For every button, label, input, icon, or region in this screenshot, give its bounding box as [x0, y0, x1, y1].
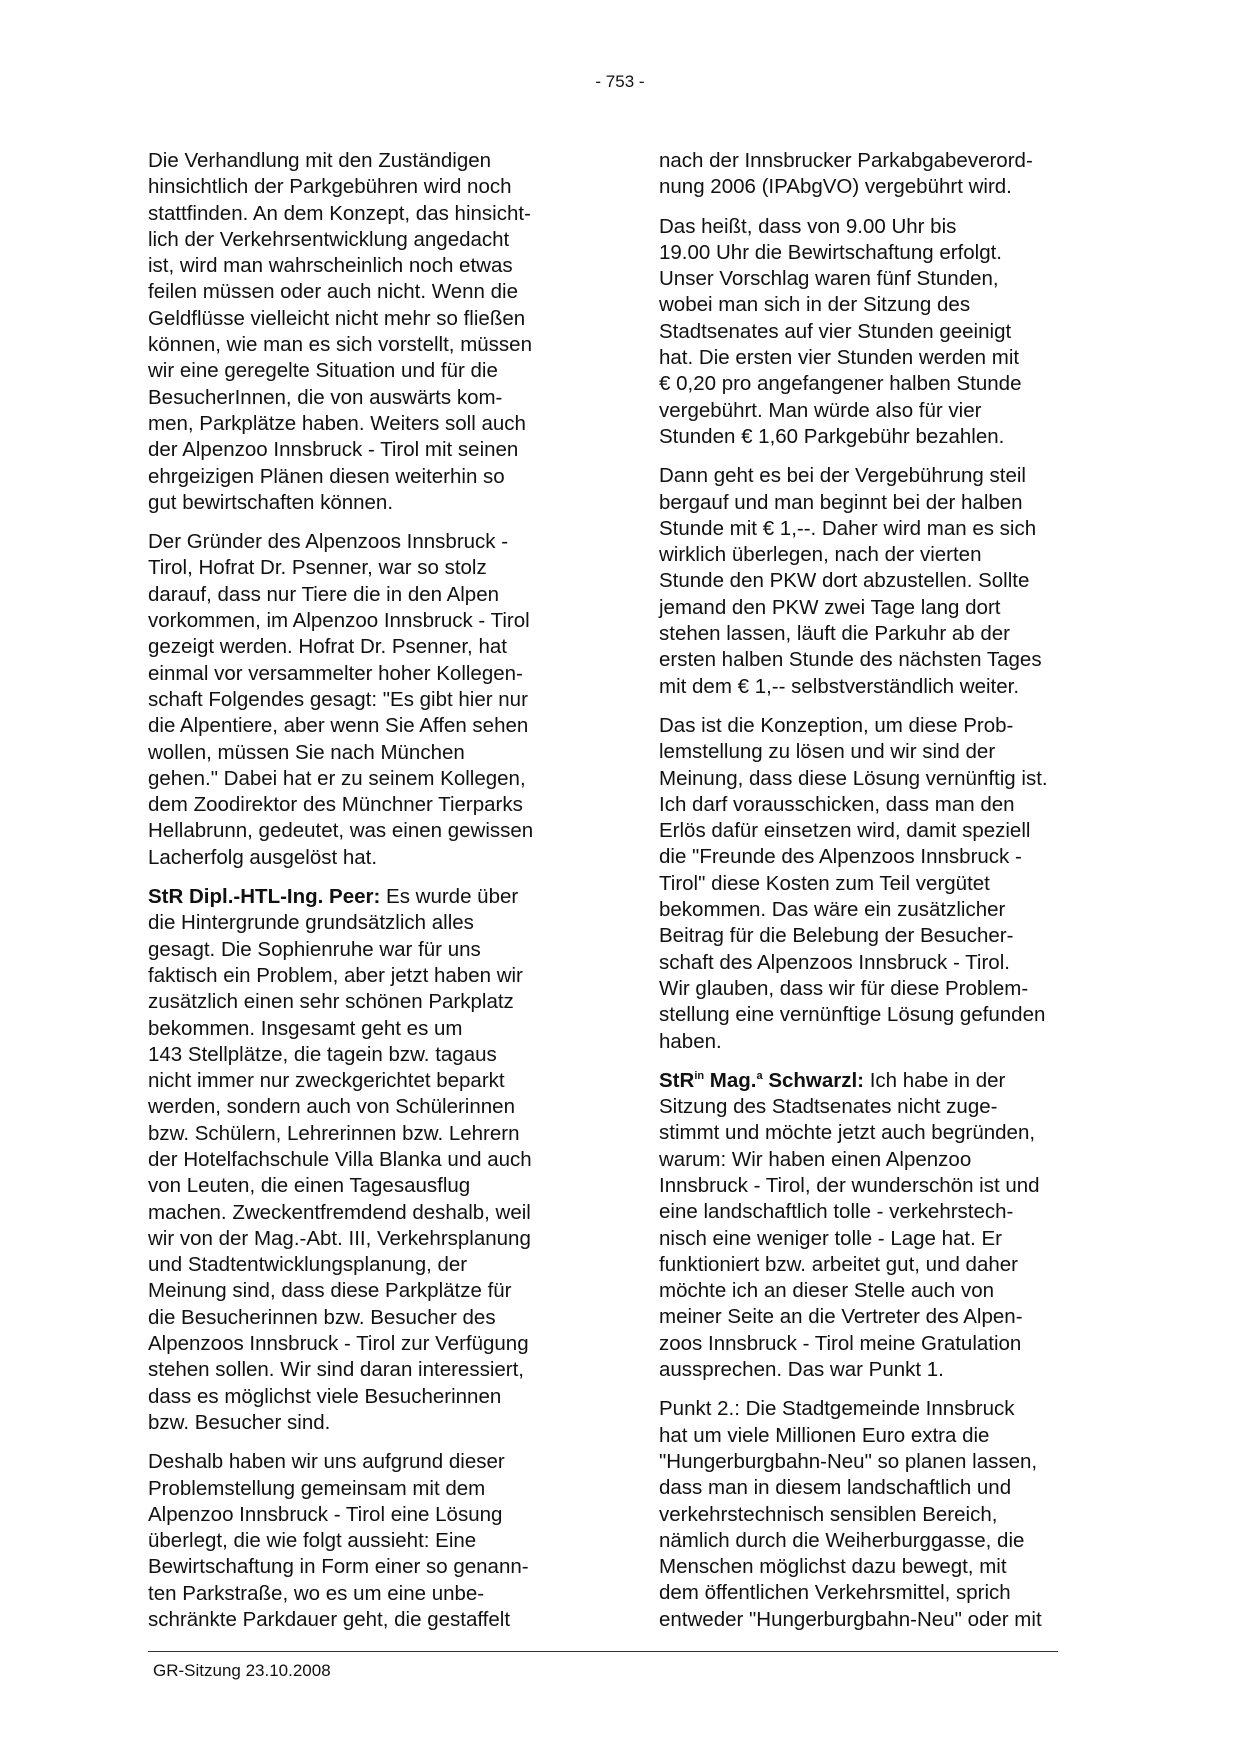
line: zusätzlich einen sehr schönen Parkplatz	[148, 990, 514, 1014]
line: vorkommen, im Alpenzoo Innsbruck - Tirol	[148, 609, 530, 633]
line: gesagt. Die Sophienruhe war für uns	[148, 937, 481, 961]
line: überlegt, die wie folgt aussieht: Eine	[148, 1529, 477, 1553]
paragraph	[659, 214, 1105, 451]
line: Lacherfolg ausgelöst hat.	[148, 845, 378, 869]
line: nung 2006 (IPAbgVO) vergebührt wird.	[659, 175, 1012, 199]
line: ten Parkstraße, wo es um eine unbe-	[148, 1581, 485, 1605]
line: nämlich durch die Weiherburggasse, die	[659, 1528, 1025, 1552]
line: Stunde mit € 1,--. Daher wird man es sich	[659, 516, 1037, 540]
line: möchte ich an dieser Stelle auch von	[659, 1279, 995, 1303]
line: Tirol, Hofrat Dr. Psenner, war so stolz	[148, 556, 487, 580]
line: entweder "Hungerburgbahn-Neu" oder mit	[659, 1607, 1042, 1631]
speaker-name: StR Dipl.-HTL-Ing. Peer:	[148, 885, 381, 909]
line: Das ist die Konzeption, um diese Prob-	[659, 713, 1014, 737]
line: Die Verhandlung mit den Zuständigen	[148, 149, 492, 172]
line: darauf, dass nur Tiere die in den Alpen	[148, 582, 500, 606]
paragraph	[659, 1396, 1105, 1633]
line: hat um viele Millionen Euro extra die	[659, 1423, 990, 1447]
line: 19.00 Uhr die Bewirtschaftung erfolgt.	[659, 240, 1002, 264]
line: stimmt und möchte jetzt auch begründen,	[659, 1121, 1036, 1145]
line: Stunde den PKW dort abzustellen. Sollte	[659, 569, 1030, 593]
line: € 0,20 pro angefangener halben Stunde	[659, 372, 1022, 396]
line: jemand den PKW zwei Tage lang dort	[659, 595, 1001, 619]
line: aussprechen. Das war Punkt 1.	[659, 1358, 944, 1382]
left-column	[148, 148, 588, 1646]
line: hinsichtlich der Parkgebühren wird noch	[148, 175, 512, 199]
line: Beitrag für die Belebung der Besucher-	[659, 924, 1014, 948]
line: Menschen möglichst dazu bewegt, mit	[659, 1555, 1007, 1579]
line: Ich darf vorausschicken, dass man den	[659, 792, 1015, 816]
line: BesucherInnen, die von auswärts kom-	[148, 385, 503, 409]
paragraph	[148, 1449, 588, 1633]
line: schaft Folgendes gesagt: "Es gibt hier nur	[148, 687, 528, 711]
line: Meinung, dass diese Lösung vernünftig ist.	[659, 766, 1048, 790]
footer-divider	[148, 1651, 1058, 1652]
line: Innsbruck - Tirol, der wunderschön ist und	[659, 1173, 1040, 1197]
speaker-name: StR$^{in}$ Mag.$^a$ Schwarzl:	[659, 1068, 865, 1092]
line: 143 Stellplätze, die tagein bzw. tagaus	[148, 1042, 497, 1066]
line: Dann geht es bei der Vergebührung steil	[659, 464, 1026, 488]
line: warum: Wir haben einen Alpenzoo	[659, 1147, 972, 1171]
line: Deshalb haben wir uns aufgrund dieser	[148, 1450, 505, 1474]
line: gehen." Dabei hat er zu seinem Kollegen,	[148, 766, 526, 790]
line: gut bewirtschaften können.	[148, 490, 394, 514]
line: bergauf und man beginnt bei der halben	[659, 490, 1023, 514]
line: die Besucherinnen bzw. Besucher des	[148, 1305, 496, 1329]
line: wollen, müssen Sie nach München	[148, 740, 465, 764]
line: Alpenzoo Innsbruck - Tirol eine Lösung	[148, 1502, 503, 1526]
line: hat. Die ersten vier Stunden werden mit	[659, 346, 1020, 370]
line: einmal vor versammelter hoher Kollegen-	[148, 661, 523, 685]
line: Alpenzoos Innsbruck - Tirol zur Verfügung	[148, 1332, 529, 1356]
line: stattfinden. An dem Konzept, das hinsicht-	[148, 201, 531, 225]
line: Der Gründer des Alpenzoos Innsbruck -	[148, 530, 509, 554]
line: und Stadtentwicklungsplanung, der	[148, 1253, 468, 1277]
line: stellung eine vernünftige Lösung gefunden	[659, 1003, 1046, 1027]
line: vergebührt. Man würde also für vier	[659, 398, 982, 422]
line: Unser Vorschlag waren fünf Stunden,	[659, 267, 999, 291]
line: Meinung sind, dass diese Parkplätze für	[148, 1279, 512, 1303]
line: feilen müssen oder auch nicht. Wenn die	[148, 280, 518, 304]
line: wobei man sich in der Sitzung des	[659, 293, 971, 317]
right-column	[659, 148, 1105, 1646]
line: der Hotelfachschule Villa Blanka und auch	[148, 1147, 532, 1171]
line: Erlös dafür einsetzen wird, damit speziell	[659, 819, 1031, 843]
line: Hellabrunn, gedeutet, was einen gewissen	[148, 819, 534, 843]
page-number: - 753 -	[595, 72, 645, 91]
line: schränkte Parkdauer geht, die gestaffelt	[148, 1608, 511, 1632]
line: bekommen. Insgesamt geht es um	[148, 1016, 463, 1040]
line: Stunden € 1,60 Parkgebühr bezahlen.	[659, 424, 1005, 448]
line: gezeigt werden. Hofrat Dr. Psenner, hat	[148, 635, 507, 659]
line: der Alpenzoo Innsbruck - Tirol mit seinen	[148, 438, 519, 462]
line: die "Freunde des Alpenzoos Innsbruck -	[659, 845, 1022, 869]
line: mit dem € 1,-- selbstverständlich weiter.	[659, 674, 1020, 698]
line: lemstellung zu lösen und wir sind der	[659, 740, 996, 764]
line: ersten halben Stunde des nächsten Tages	[659, 648, 1042, 672]
line: von Leuten, die einen Tagesausflug	[148, 1174, 471, 1198]
line: Wir glauben, dass wir für diese Problem-	[659, 976, 1029, 1000]
line: dass es möglichst viele Besucherinnen	[148, 1384, 502, 1408]
line: "Hungerburgbahn-Neu" so planen lassen,	[659, 1449, 1038, 1473]
paragraph	[659, 148, 1105, 201]
line: Punkt 2.: Die Stadtgemeinde Innsbruck	[659, 1397, 1015, 1421]
line: Sitzung des Stadtsenates nicht zuge-	[659, 1095, 998, 1119]
line	[659, 1068, 1105, 1094]
line: faktisch ein Problem, aber jetzt haben wir	[148, 963, 523, 987]
paragraph	[148, 529, 588, 871]
line: können, wie man es sich vorstellt, müssen	[148, 333, 532, 357]
paragraph	[148, 148, 588, 516]
line: nicht immer nur zweckgerichtet beparkt	[148, 1069, 505, 1093]
paragraph	[659, 463, 1105, 700]
line: meiner Seite an die Vertreter des Alpen-	[659, 1305, 1023, 1329]
line: Geldflüsse vielleicht nicht mehr so fließen	[148, 306, 526, 330]
line: lich der Verkehrsentwicklung angedacht	[148, 227, 510, 251]
line-text: Es wurde über	[380, 885, 519, 909]
line: wirklich überlegen, nach der vierten	[659, 543, 982, 567]
line: wir eine geregelte Situation und für die	[148, 359, 498, 383]
paragraph	[659, 713, 1105, 1055]
line-text: Ich habe in der	[864, 1068, 1006, 1092]
line: ist, wird man wahrscheinlich noch etwas	[148, 254, 513, 278]
line: stehen sollen. Wir sind daran interessiert,	[148, 1358, 525, 1382]
line: bzw. Schülern, Lehrerinnen bzw. Lehrern	[148, 1121, 520, 1145]
line: Bewirtschaftung in Form einer so genann-	[148, 1555, 529, 1579]
line: schaft des Alpenzoos Innsbruck - Tirol.	[659, 950, 1010, 974]
line: wir von der Mag.-Abt. III, Verkehrsplanung	[148, 1226, 531, 1250]
line: eine landschaftlich tolle - verkehrstech-	[659, 1200, 1014, 1224]
line: die Alpentiere, aber wenn Sie Affen sehen	[148, 714, 529, 738]
line: Stadtsenates auf vier Stunden geeinigt	[659, 319, 1012, 343]
line: funktioniert bzw. arbeitet gut, und daher	[659, 1252, 1018, 1276]
line: bzw. Besucher sind.	[148, 1410, 331, 1434]
line: nisch eine weniger tolle - Lage hat. Er	[659, 1226, 1003, 1250]
line: machen. Zweckentfremdend deshalb, weil	[148, 1200, 531, 1224]
line: haben.	[659, 1029, 722, 1053]
line	[148, 884, 588, 910]
line: dass man in diesem landschaftlich und	[659, 1476, 1012, 1500]
line: ehrgeizigen Plänen diesen weiterhin so	[148, 464, 505, 488]
line: Das heißt, dass von 9.00 Uhr bis	[659, 214, 957, 238]
line: men, Parkplätze haben. Weiters soll auch	[148, 411, 526, 435]
line: dem öffentlichen Verkehrsmittel, sprich	[659, 1581, 1011, 1605]
footer-session-date: GR-Sitzung 23.10.2008	[153, 1661, 331, 1680]
line: nach der Innsbrucker Parkabgabeverord-	[659, 149, 1033, 172]
line: zoos Innsbruck - Tirol meine Gratulation	[659, 1331, 1022, 1355]
line: dem Zoodirektor des Münchner Tierparks	[148, 793, 523, 817]
paragraph-speaker-schwarzl	[659, 1068, 1105, 1384]
line: Tirol" diese Kosten zum Teil vergütet	[659, 871, 990, 895]
line: werden, sondern auch von Schülerinnen	[148, 1095, 515, 1119]
line: Problemstellung gemeinsam mit dem	[148, 1476, 486, 1500]
line: verkehrstechnisch sensiblen Bereich,	[659, 1502, 998, 1526]
paragraph-speaker-peer	[148, 884, 588, 1436]
line: stehen lassen, läuft die Parkuhr ab der	[659, 622, 1010, 646]
line: bekommen. Das wäre ein zusätzlicher	[659, 898, 1006, 922]
line: die Hintergrunde grundsätzlich alles	[148, 911, 474, 935]
